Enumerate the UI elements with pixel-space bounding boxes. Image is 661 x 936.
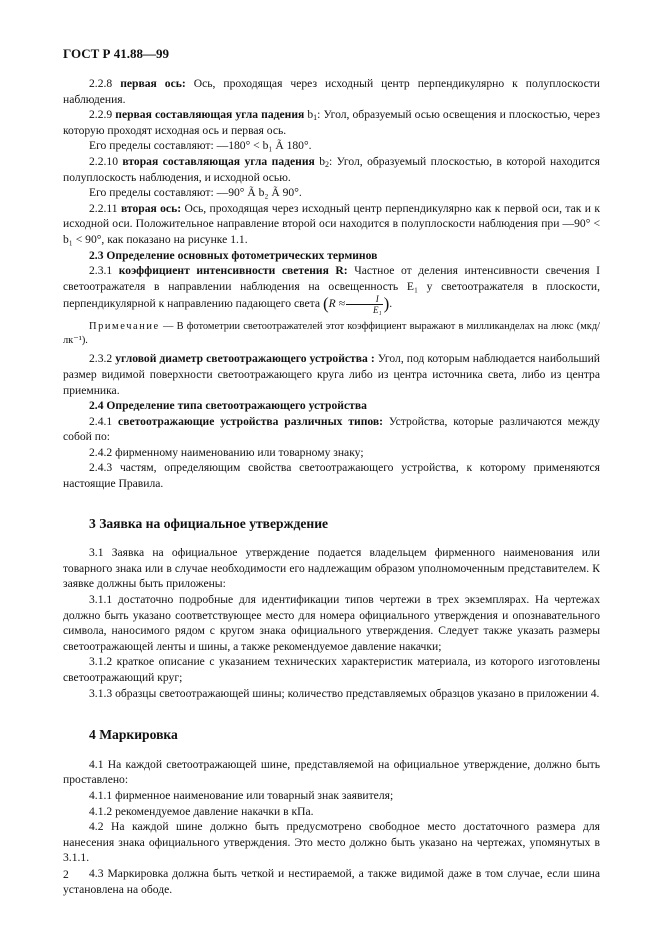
term: светоотражающие устройства различных типов: [118,414,383,428]
heading-2-3: 2.3 Определение основных фотометрических терминов [89,248,378,262]
page-number: 2 [63,868,69,881]
clause-2-3-1: 2.3.1 коэффициент интенсивности светения R: Частное от деления интенсивности свечения I светоотражателя в направлении наблюдения на освещенность E₁ у светоотражателя в плоскости, перпендикулярной к направлению падающего света (R ≈ $\frac{I}{\text{E₁}}$ ). [63,264,600,316]
clause-2-2-8: 2.2.8 первая ось: Ось, проходящая через исходный центр перпендикулярно к полуплоскости наблюдения. [63,77,600,106]
clause-4-1-1: 4.1.1 фирменное наименование или товарный знак заявителя; [89,788,394,802]
term: коэффициент интенсивности светения R: [118,264,348,278]
clause-2-2-9-limits: Его пределы составляют: —180° < b₁ Ã 180°. [89,139,312,153]
clause-4-1-2: 4.1.2 рекомендуемое давление накачки в кПа. [89,804,314,818]
term: первая составляющая угла падения [115,108,305,122]
clause-2-2-10: 2.2.10 вторая составляющая угла падения $b_2$: Угол, образуемый плоскостью, в которой находится полуплоскость наблюдения, и исходной осью. [63,154,600,184]
section-4-title: 4 Маркировка [89,727,178,743]
clause-3-1: 3.1 Заявка на официальное утверждение подается владельцем фирменного наименования или товарного знака или в случае необходимости его надлежащим образом уполномоченным представителем. К заявке должны быть приложены: [63,546,600,591]
clause-2-2-11: 2.2.11 вторая ось: Ось, проходящая через исходный центр перпендикулярно как к первой оси, так и к исходной оси. Положительное направление второй оси находится в полуплоскости наблюдения при —90° < b₁ < 90°, как показано на рисунке 1.1. [63,201,600,246]
clause-3-1-2: 3.1.2 краткое описание с указанием технических характеристик материала, из которого изготовлены светоотражающий круг; [63,655,600,684]
term: угловой диаметр светоотражающего устройства : [115,352,375,366]
clause-2-2-10-limits: Его пределы составляют: —90° Ã b₂ Ã 90°. [89,186,302,200]
section-3-title: 3 Заявка на официальное утверждение [89,515,329,531]
fraction: $\frac{I}{\text{E₁}}$ [346,294,383,315]
clause-2-4-2: 2.4.2 фирменному наименованию или товарному знаку; [89,445,364,459]
formula: (R ≈ $\frac{I}{\text{E₁}}$ ) [322,294,390,316]
term: вторая составляющая угла падения [122,154,315,168]
clause-2-3-2: 2.3.2 угловой диаметр светоотражающего устройства : Угол, под которым наблюдается наибольший размер видимой поверхности светоотражающего круга либо из центра источника света, либо из центра приемника. [63,352,600,397]
heading-2-4: 2.4 Определение типа светоотражающего устройства [89,399,367,413]
term: первая ось: [120,77,186,90]
clause-2-4-3: 2.4.3 частям, определяющим свойства светоотражающего устройства, к которому применяются настоящие Правила. [63,461,600,491]
term: вторая ось: [120,201,182,215]
clause-4-3: 4.3 Маркировка должна быть четкой и нестираемой, а также видимой даже в том случае, если шина установлена на ободе. [63,866,600,896]
clause-3-1-3: 3.1.3 образцы светоотражающей шины; количество представляемых образцов указано в приложении 4. [89,686,600,700]
clause-2-2-9: 2.2.9 первая составляющая угла падения $b_1$: Угол, образуемый осью освещения и плоскостью, через которую проходят исходная ось и первая ось. [63,108,600,137]
clause-4-1: 4.1 На каждой светоотражающей шине, представляемой на официальное утверждение, должно быть проставлено: [63,757,600,787]
document-header: ГОСТ Р 41.88—99 [63,46,169,61]
clause-2-4-1: 2.4.1 светоотражающие устройства различных типов: Устройства, которые различаются между собой по: [63,414,600,444]
clause-4-2: 4.2 На каждой шине должно быть предусмотрено свободное место достаточного размера для нанесения знака официального утверждения. Это место должно быть указано на чертежах, упомянутых в 3.1.1. [63,820,600,865]
document-body [63,76,600,897]
clause-3-1-1: 3.1.1 достаточно подробные для идентификации типов чертежи в трех экземплярах. На чертежах должно быть указано соответствующее место для номера официального утверждения и опознавательного символа, наносимого рядом с кругом знака официального утверждения. Следует также указать размеры светоотражающей ленты и шины, а также рекомендуемое давление накачки; [63,593,600,653]
note: Примечание — В фотометрии светоотражателей этот коэффициент выражают в милликанделах на люкс (мкд/лк⁻¹). [63,321,600,347]
